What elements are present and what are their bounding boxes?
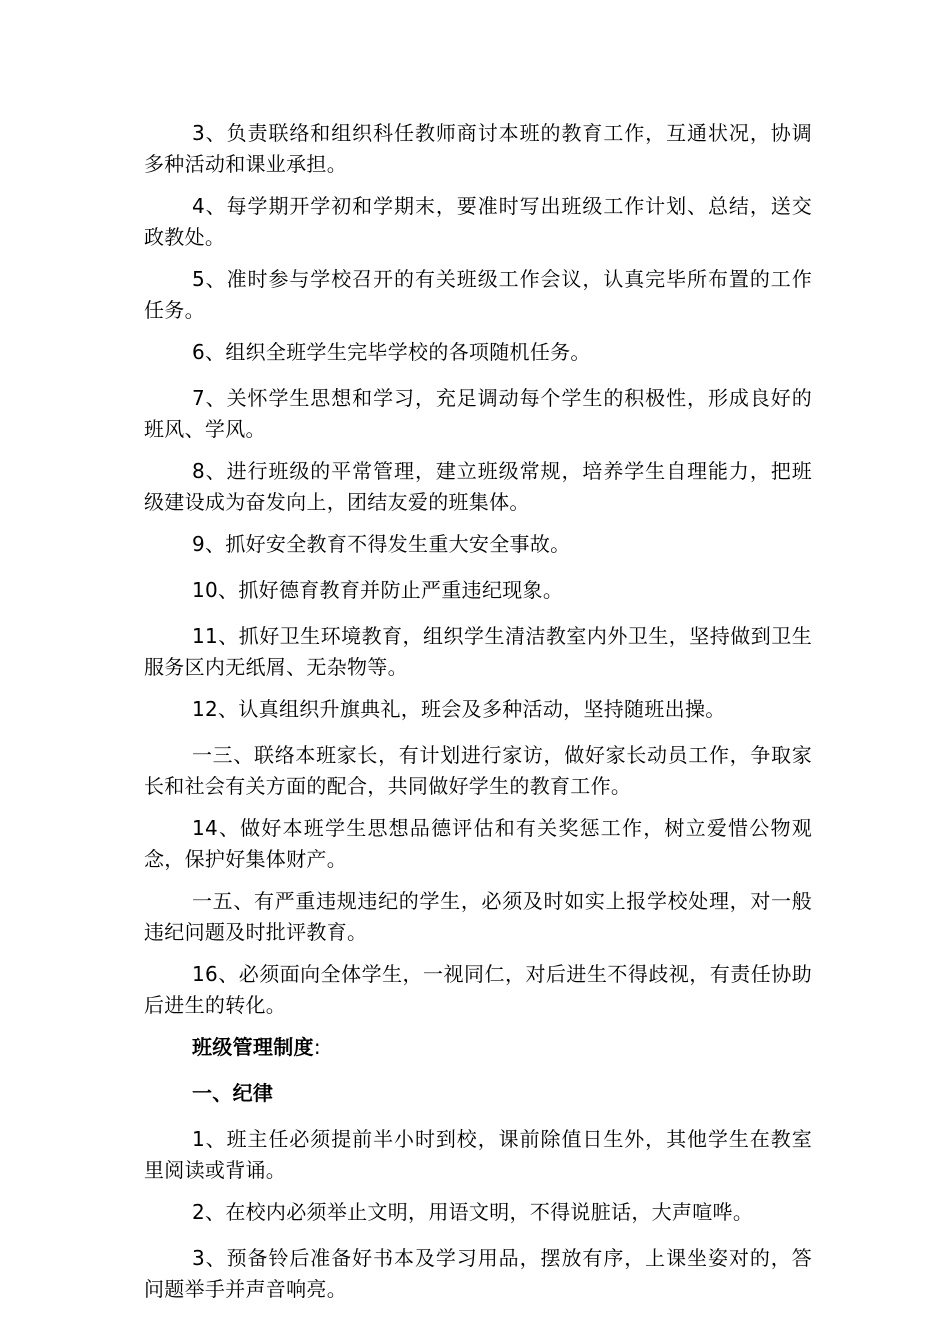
paragraph-item-14: 14、做好本班学生思想品德评估和有关奖惩工作，树立爱惜公物观念，保护好集体财产。 [144,816,812,871]
rule-item-2: 2、在校内必须举止文明，用语文明，不得说脏话，大声喧哗。 [192,1200,754,1224]
paragraph-item-8: 8、进行班级的平常管理，建立班级常规，培养学生自理能力，把班级建设成为奋发向上，团结友爱的班集体。 [144,459,812,514]
paragraph-item-11: 11、抓好卫生环境教育，组织学生清洁教室内外卫生，坚持做到卫生服务区内无纸屑、无杂物等。 [144,624,812,679]
paragraph-item-10: 10、抓好德育教育并防止严重违纪现象。 [192,578,564,602]
section-title-colon: : [313,1035,321,1059]
paragraph-item-6: 6、组织全班学生完毕学校的各项随机任务。 [192,340,591,364]
paragraph-item-16: 16、必须面向全体学生，一视同仁，对后进生不得歧视，有责任协助后进生的转化。 [144,962,812,1017]
paragraph-item-7: 7、关怀学生思想和学习，充足调动每个学生的积极性，形成良好的班风、学风。 [144,386,812,441]
section-title [144,1032,812,1063]
paragraph-item-5: 5、准时参与学校召开的有关班级工作会议，认真完毕所布置的工作任务。 [144,267,812,322]
paragraph-item-3: 3、负责联络和组织科任教师商讨本班的教育工作，互通状况，协调多种活动和课业承担。 [144,121,812,176]
paragraph-item-13: 一三、联络本班家长，有计划进行家访，做好家长动员工作，争取家长和社会有关方面的配合，共同做好学生的教育工作。 [144,743,812,798]
rule-item-3: 3、预备铃后准备好书本及学习用品，摆放有序，上课坐姿对的，答问题举手并声音响亮。 [144,1246,812,1301]
rule-item-1: 1、班主任必须提前半小时到校，课前除值日生外，其他学生在教室里阅读或背诵。 [144,1127,812,1182]
paragraph-item-12: 12、认真组织升旗典礼，班会及多种活动，坚持随班出操。 [192,697,726,721]
paragraph-item-4: 4、每学期开学初和学期末，要准时写出班级工作计划、总结，送交政教处。 [144,194,812,249]
subsection-title: 一、纪律 [192,1081,274,1105]
paragraph-item-9: 9、抓好安全教育不得发生重大安全事故。 [192,532,571,556]
document-page [144,118,812,1316]
paragraph-item-15: 一五、有严重违规违纪的学生，必须及时如实上报学校处理，对一般违纪问题及时批评教育。 [144,889,812,944]
section-title-text: 班级管理制度 [192,1035,314,1059]
